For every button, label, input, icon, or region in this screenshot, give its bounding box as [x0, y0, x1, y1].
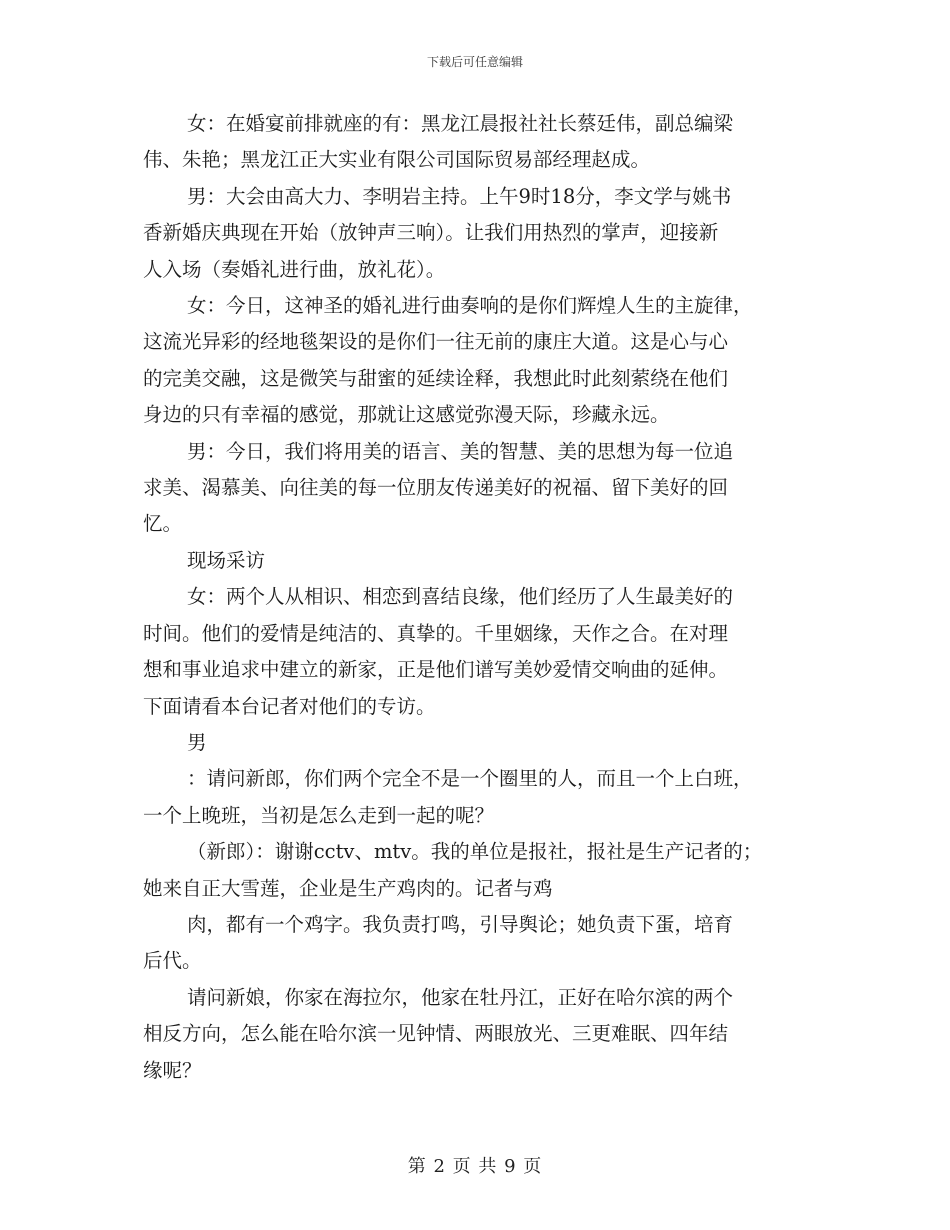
text-line: 忆。: [143, 512, 183, 536]
text-line: 她来自正大雪莲，企业是生产鸡肉的。记者与鸡: [143, 876, 553, 900]
text-line: 身边的只有幸福的感觉，那就让这感觉弥漫天际，珍藏永远。: [143, 403, 670, 427]
text-line: 请问新娘，你家在海拉尔，他家在牡丹江，正好在哈尔滨的两个: [187, 985, 734, 1009]
text-line: 后代。: [143, 949, 202, 973]
text-line: 这流光异彩的经地毯架设的是你们一往无前的康庄大道。这是心与心: [143, 330, 729, 354]
text-line: 男：今日，我们将用美的语言、美的智慧、美的思想为每一位追: [187, 439, 734, 463]
text-line: 男：大会由高大力、李明岩主持。上午9时18分，李文学与姚书: [187, 184, 732, 208]
text-line: 女：两个人从相识、相恋到喜结良缘，他们经历了人生最美好的: [187, 585, 734, 609]
text-line: 肉，都有一个鸡字。我负责打鸣，引导舆论；她负责下蛋，培育: [187, 912, 734, 936]
text-line: 求美、渴慕美、向往美的每一位朋友传递美好的祝福、留下美好的回: [143, 476, 729, 500]
text-line: 女：在婚宴前排就座的有：黑龙江晨报社社长蔡廷伟，副总编梁: [187, 112, 734, 135]
text-line: 想和事业追求中建立的新家，正是他们谱写美妙爱情交响曲的延伸。: [143, 658, 729, 682]
text-line: 一个上晚班，当初是怎么走到一起的呢？: [143, 803, 495, 827]
page-header: 下载后可任意编辑: [426, 55, 523, 69]
text-line: 男: [187, 730, 207, 754]
text-line: 时间。他们的爱情是纯洁的、真挚的。千里姻缘，天作之合。在对理: [143, 621, 729, 645]
text-line: ：请问新郎，你们两个完全不是一个圈里的人，而且一个上白班，: [187, 767, 753, 791]
text-line: 下面请看本台记者对他们的专访。: [143, 694, 436, 718]
page-number: 第 2 页 共 9 页: [407, 1156, 543, 1177]
text-line: 的完美交融，这是微笑与甜蜜的延续诠释，我想此时此刻萦绕在他们: [143, 366, 729, 390]
text-line: 人入场（奏婚礼进行曲，放礼花）。: [143, 257, 446, 281]
text-line: 香新婚庆典现在开始（放钟声三响）。让我们用热烈的掌声，迎接新: [143, 221, 719, 245]
text-line: （新郎）：谢谢cctv、mtv。我的单位是报社，报社是生产记者的；: [187, 840, 763, 864]
document-body: [143, 106, 823, 1089]
section-heading: 现场采访: [187, 548, 266, 572]
text-line: 缘呢？: [143, 1058, 202, 1082]
text-line: 相反方向，怎么能在哈尔滨一见钟情、两眼放光、三更难眠、四年结: [143, 1022, 729, 1046]
text-line: 女：今日，这神圣的婚礼进行曲奏响的是你们辉煌人生的主旋律，: [187, 294, 753, 318]
text-line: 伟、朱艳；黑龙江正大实业有限公司国际贸易部经理赵成。: [143, 148, 651, 172]
